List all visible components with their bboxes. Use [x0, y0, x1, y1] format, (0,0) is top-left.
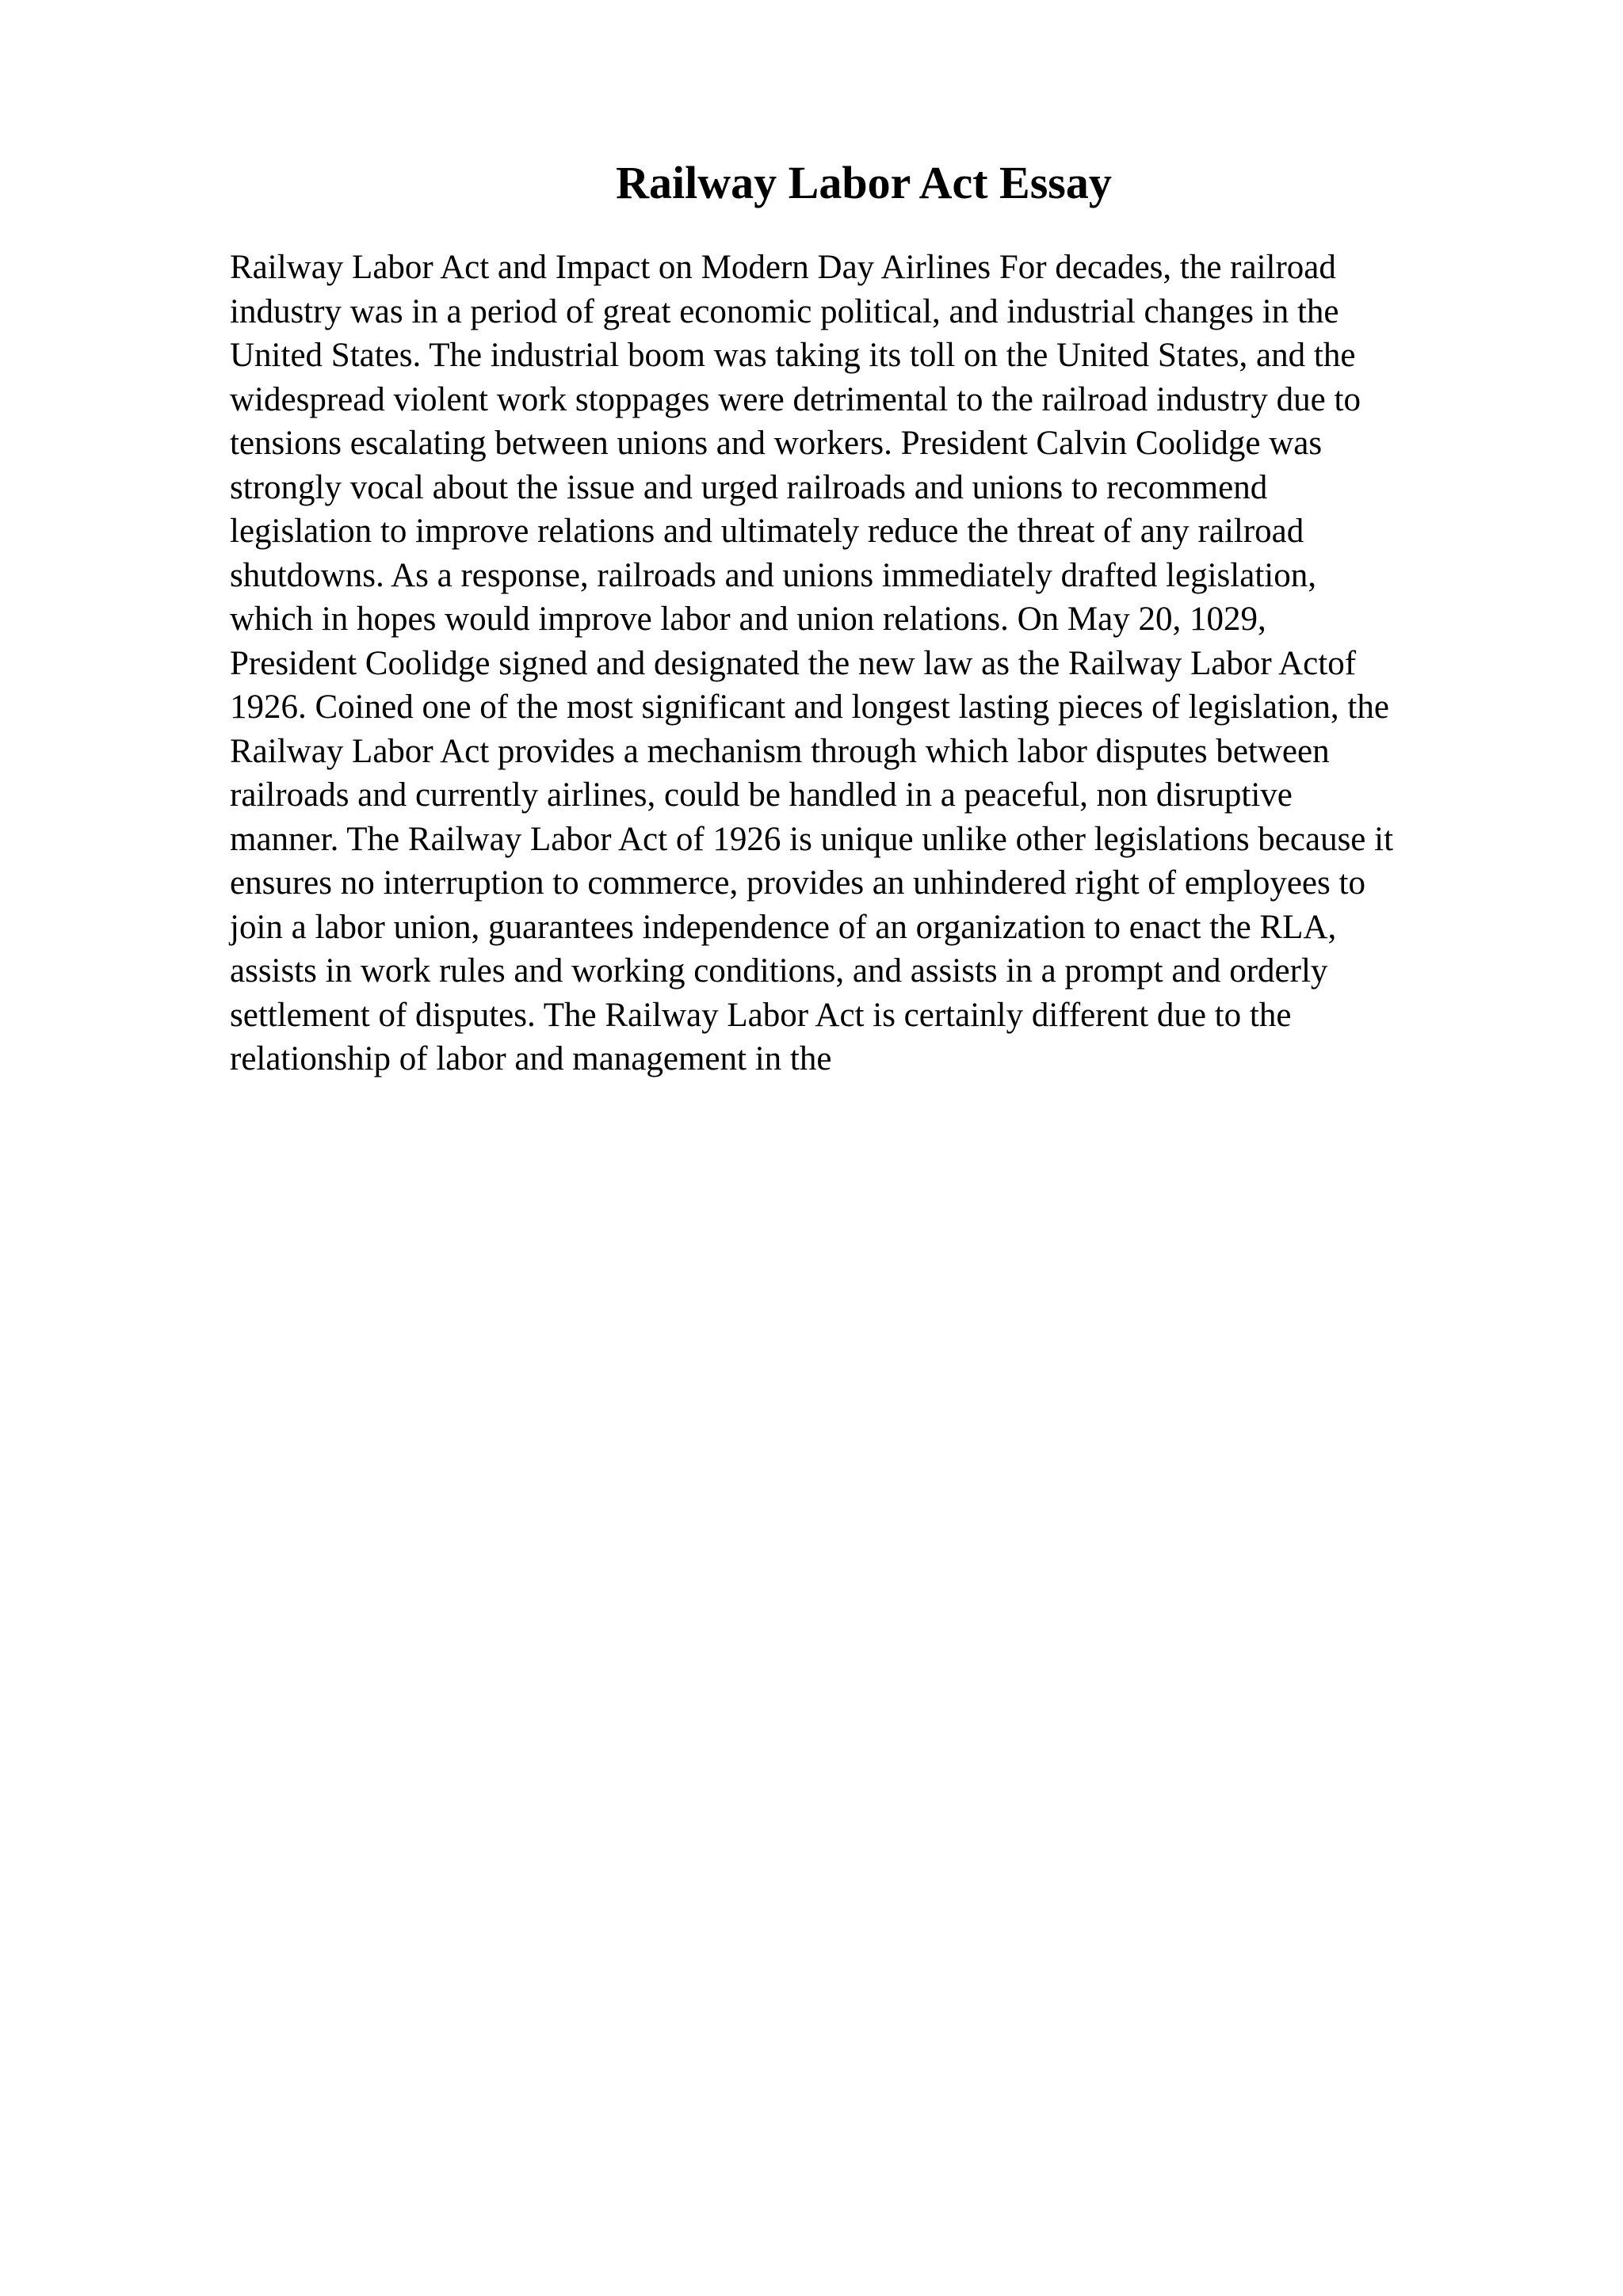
essay-line: industry was in a period of great economic political, and industrial changes in the — [230, 292, 1339, 330]
essay-line: United States. The industrial boom was taking its toll on the United States, and the — [230, 337, 1356, 374]
essay-line: assists in work rules and working conditions, and assists in a prompt and orderly — [230, 952, 1328, 990]
document-title: Railway Labor Act Essay — [616, 157, 1112, 208]
essay-line: 1926. Coined one of the most significant and longest lasting pieces of legislation, the — [230, 688, 1389, 726]
essay-line: ensures no interruption to commerce, provides an unhindered right of employees to — [230, 864, 1365, 902]
essay-line: Railway Labor Act and Impact on Modern Day Airlines For decades, the railroad — [230, 249, 1336, 286]
essay-line: settlement of disputes. The Railway Labor Act is certainly different due to the — [230, 996, 1292, 1034]
essay-line: tensions escalating between unions and workers. President Calvin Coolidge was — [230, 425, 1323, 462]
essay-line: Railway Labor Act provides a mechanism through which labor disputes between — [230, 732, 1330, 770]
essay-line: President Coolidge signed and designated the new law as the Railway Labor Actof — [230, 644, 1357, 682]
essay-body — [230, 246, 1609, 1081]
essay-line: which in hopes would improve labor and union relations. On May 20, 1029, — [230, 601, 1266, 638]
essay-line: join a labor union, guarantees independence of an organization to enact the RLA, — [230, 908, 1337, 946]
essay-line: relationship of labor and management in the — [230, 1040, 832, 1077]
essay-line: strongly vocal about the issue and urged railroads and unions to recommend — [230, 468, 1268, 506]
essay-line: widespread violent work stoppages were detrimental to the railroad industry due to — [230, 380, 1361, 418]
essay-line: shutdowns. As a response, railroads and unions immediately drafted legislation, — [230, 556, 1316, 594]
essay-line: manner. The Railway Labor Act of 1926 is unique unlike other legislations because it — [230, 820, 1394, 858]
essay-line: railroads and currently airlines, could be handled in a peaceful, non disruptive — [230, 776, 1293, 814]
essay-line: legislation to improve relations and ultimately reduce the threat of any railroad — [230, 513, 1304, 550]
